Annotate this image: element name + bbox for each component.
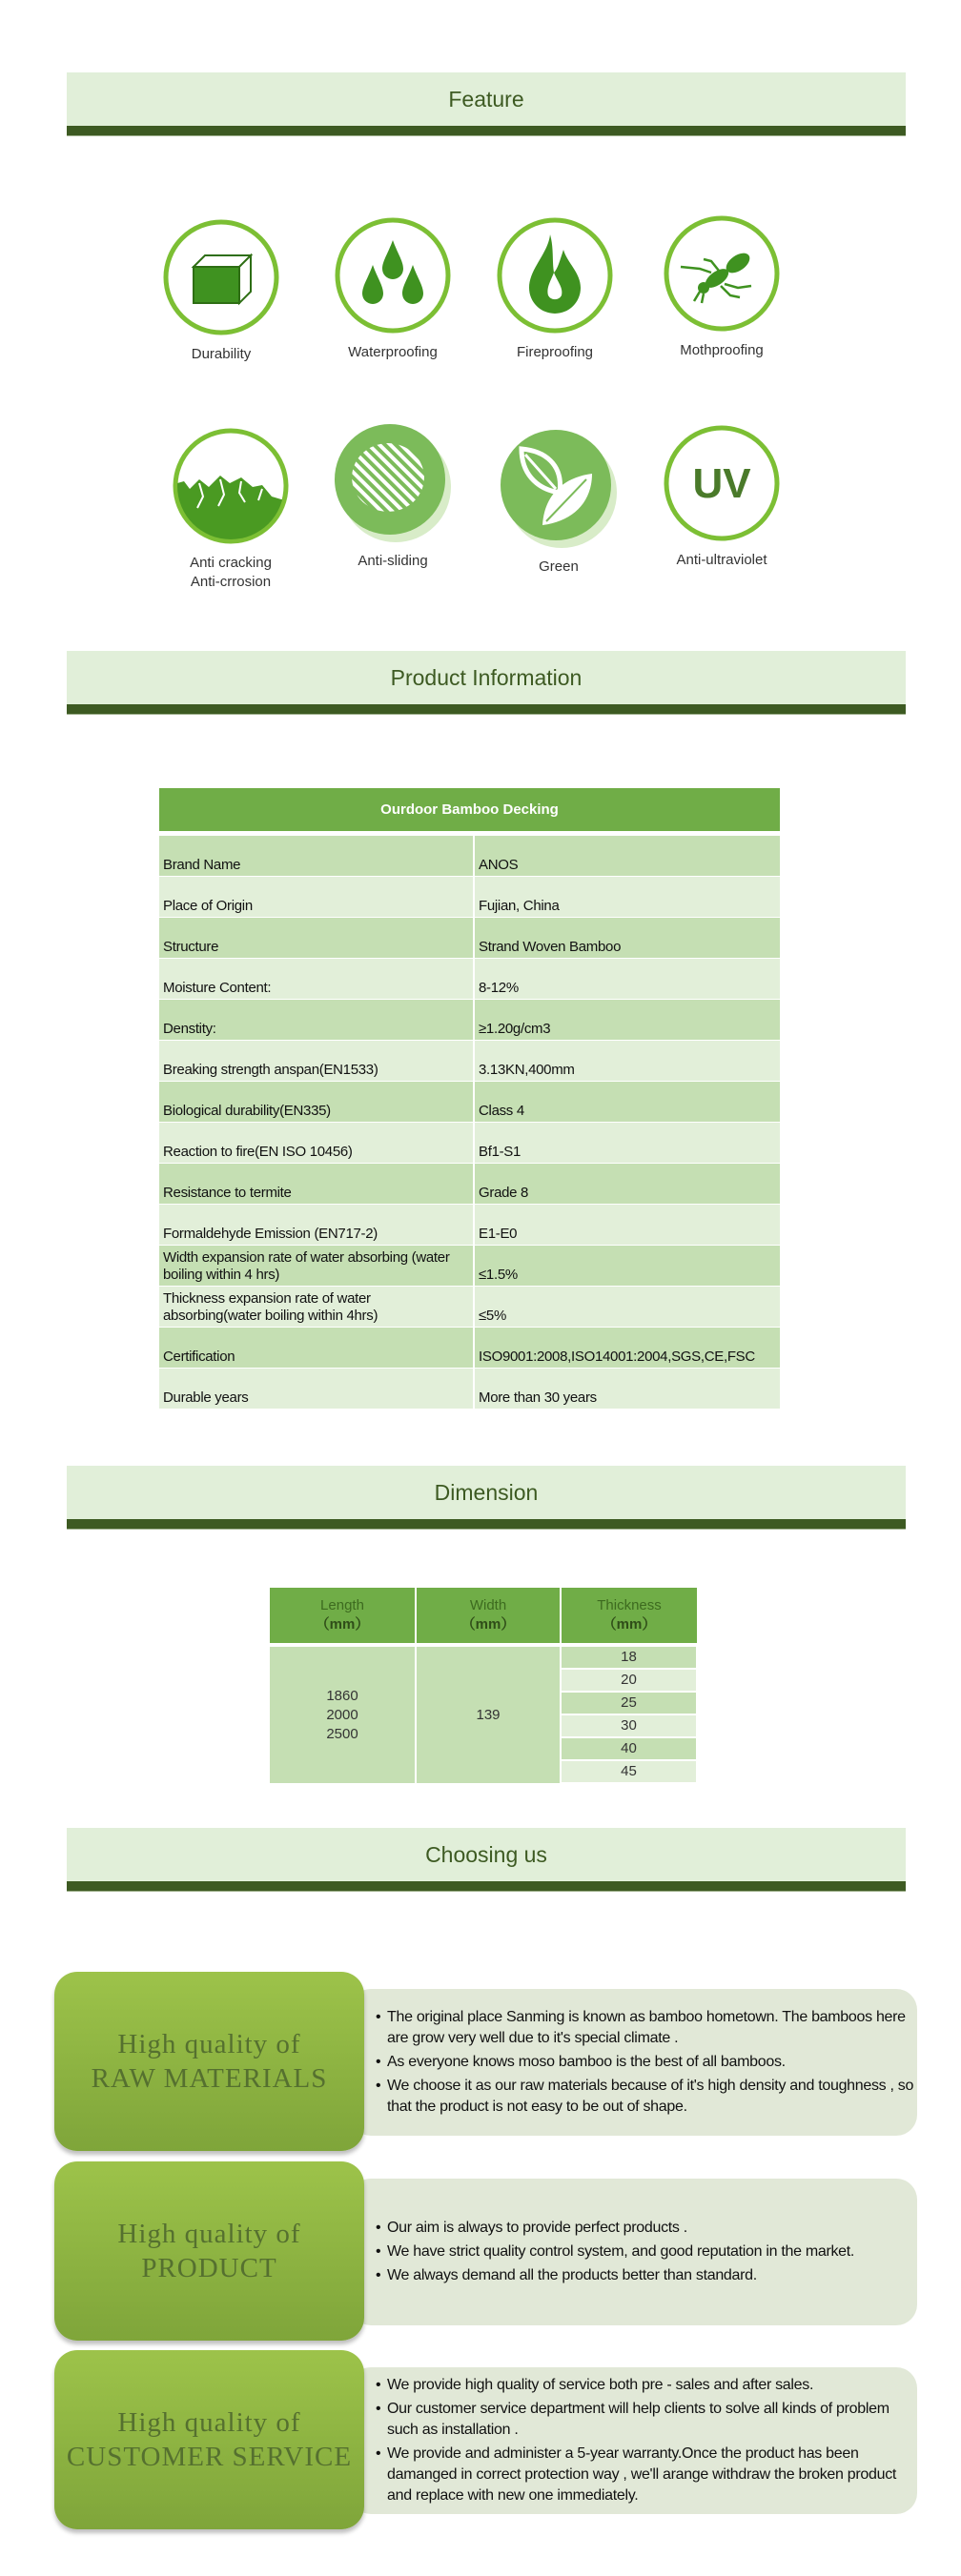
feature-waterproofing: [331, 215, 455, 362]
section-title: Dimension: [434, 1480, 539, 1505]
card-points-panel: [350, 1989, 917, 2136]
uv-icon: [662, 423, 782, 543]
spec-label: Moisture Content:: [159, 959, 474, 1000]
card-point: • Our customer service department will help clients to solve all kinds of problem such as installation .: [376, 2399, 917, 2441]
spec-row: [159, 918, 780, 959]
card-title-box: High quality of PRODUCT: [54, 2161, 364, 2341]
spec-row: [159, 1369, 780, 1410]
section-title: Product Information: [390, 665, 583, 690]
dim-thickness: 45: [561, 1760, 697, 1783]
spec-row: [159, 1123, 780, 1164]
dim-thickness: 20: [561, 1669, 697, 1692]
card-title-box: High quality of CUSTOMER SERVICE: [54, 2350, 364, 2529]
card-title-box: High quality of RAW MATERIALS: [54, 1972, 364, 2151]
spec-value: Bf1-S1: [474, 1123, 780, 1164]
spec-row: [159, 1205, 780, 1246]
water-drops-icon: [333, 215, 453, 335]
spec-value: ≤5%: [474, 1287, 780, 1328]
spec-value: E1-E0: [474, 1205, 780, 1246]
card-point: • We provide high quality of service both pre - sales and after sales.: [376, 2375, 917, 2396]
spec-label: Place of Origin: [159, 877, 474, 918]
dim-thickness: 30: [561, 1714, 697, 1737]
spec-value: 8-12%: [474, 959, 780, 1000]
feature-label: Green: [539, 558, 579, 575]
spec-value: ≥1.20g/cm3: [474, 1000, 780, 1041]
spec-row: [159, 877, 780, 918]
spec-value: ANOS: [474, 834, 780, 877]
card-point: • We choose it as our raw materials because of it's high density and toughness , so that the product is not easy to be out of shape.: [376, 2076, 917, 2118]
card-points-panel: [350, 2367, 917, 2514]
dim-thickness: 40: [561, 1737, 697, 1760]
section-header-dimension: [67, 1466, 906, 1529]
section-header-product-information: [67, 651, 906, 714]
spec-value: 3.13KN,400mm: [474, 1041, 780, 1082]
feature-label: Anti cracking Anti-crrosion: [190, 555, 272, 590]
spec-row: [159, 834, 780, 877]
flame-icon: [495, 215, 615, 335]
feature-label: Durability: [191, 346, 252, 362]
spec-row: [159, 1246, 780, 1287]
spec-value: Class 4: [474, 1082, 780, 1123]
card-point: • We always demand all the products better than standard.: [376, 2265, 854, 2286]
feature-fireproofing: [493, 215, 617, 362]
spec-label: Certification: [159, 1328, 474, 1369]
spec-row: [159, 1082, 780, 1123]
feature-label: Waterproofing: [348, 344, 438, 360]
spec-value: Grade 8: [474, 1164, 780, 1205]
svg-text:UV: UV: [692, 460, 751, 507]
spec-label: Reaction to fire(EN ISO 10456): [159, 1123, 474, 1164]
termite-icon: [662, 213, 782, 334]
spec-table: [159, 788, 780, 1410]
dim-width: 139: [416, 1645, 561, 1783]
choose-card-product: [54, 2161, 917, 2343]
spec-label: Structure: [159, 918, 474, 959]
stripes-icon: [331, 420, 455, 544]
card-point: • As everyone knows moso bamboo is the best of all bamboos.: [376, 2052, 917, 2073]
feature-durability: [159, 217, 283, 364]
spec-row: [159, 1041, 780, 1082]
card-points-panel: [350, 2179, 917, 2325]
section-title: Feature: [448, 87, 524, 112]
spec-label: Breaking strength anspan(EN1533): [159, 1041, 474, 1082]
spec-row: [159, 1328, 780, 1369]
feature-mothproofing: [660, 213, 784, 360]
box-icon: [161, 217, 281, 337]
feature-label: Fireproofing: [516, 344, 594, 360]
spec-label: Resistance to termite: [159, 1164, 474, 1205]
spec-value: Strand Woven Bamboo: [474, 918, 780, 959]
spec-value: More than 30 years: [474, 1369, 780, 1410]
dimension-table: [270, 1588, 698, 1784]
spec-value: Fujian, China: [474, 877, 780, 918]
dim-thickness: 25: [561, 1692, 697, 1714]
dim-lengths: 1860 2000 2500: [270, 1645, 416, 1783]
feature-label: Mothproofing: [680, 342, 764, 358]
choose-card-raw-materials: [54, 1972, 917, 2153]
choose-card-customer-service: [54, 2350, 917, 2531]
dim-thickness: 18: [561, 1645, 697, 1669]
card-point: • We have strict quality control system, and good reputation in the market.: [376, 2241, 854, 2262]
spec-value: ISO9001:2008,ISO14001:2004,SGS,CE,FSC: [474, 1328, 780, 1369]
spec-table-body: [159, 834, 780, 1410]
card-point: • The original place Sanming is known as bamboo hometown. The bamboos here are grow very well due to it's special climate .: [376, 2007, 917, 2049]
crack-icon: [171, 426, 291, 546]
dim-header-length: Length （mm）: [270, 1588, 416, 1645]
card-point: • We provide and administer a 5-year warranty.Once the product has been damanged in correct protection way , we'll arange withdraw the broken product and replace with new one immediately.: [376, 2444, 917, 2506]
section-header-feature: [67, 72, 906, 135]
card-point: • Our aim is always to provide perfect products .: [376, 2218, 854, 2239]
spec-label: Brand Name: [159, 834, 474, 877]
feature-anti-ultraviolet: [660, 423, 784, 570]
spec-label: Width expansion rate of water absorbing (water boiling within 4 hrs): [159, 1246, 474, 1287]
dim-header-width: Width （mm）: [416, 1588, 561, 1645]
spec-label: Denstity:: [159, 1000, 474, 1041]
feature-anti-cracking: [169, 426, 293, 592]
spec-label: Biological durability(EN335): [159, 1082, 474, 1123]
spec-label: Durable years: [159, 1369, 474, 1410]
section-header-choosing-us: [67, 1828, 906, 1891]
feature-green: [497, 426, 621, 577]
section-title: Choosing us: [425, 1842, 547, 1867]
feature-label: Anti-ultraviolet: [676, 552, 767, 568]
dim-header-thickness: Thickness （mm）: [561, 1588, 697, 1645]
spec-row: [159, 1164, 780, 1205]
feature-anti-sliding: [331, 420, 455, 571]
spec-value: ≤1.5%: [474, 1246, 780, 1287]
spec-label: Thickness expansion rate of water absorbing(water boiling within 4hrs): [159, 1287, 474, 1328]
spec-label: Formaldehyde Emission (EN717-2): [159, 1205, 474, 1246]
spec-row: [159, 1000, 780, 1041]
feature-label: Anti-sliding: [358, 553, 428, 569]
leaf-icon: [497, 426, 621, 550]
spec-row: [159, 959, 780, 1000]
spec-table-title: Ourdoor Bamboo Decking: [159, 788, 780, 834]
spec-row: [159, 1287, 780, 1328]
